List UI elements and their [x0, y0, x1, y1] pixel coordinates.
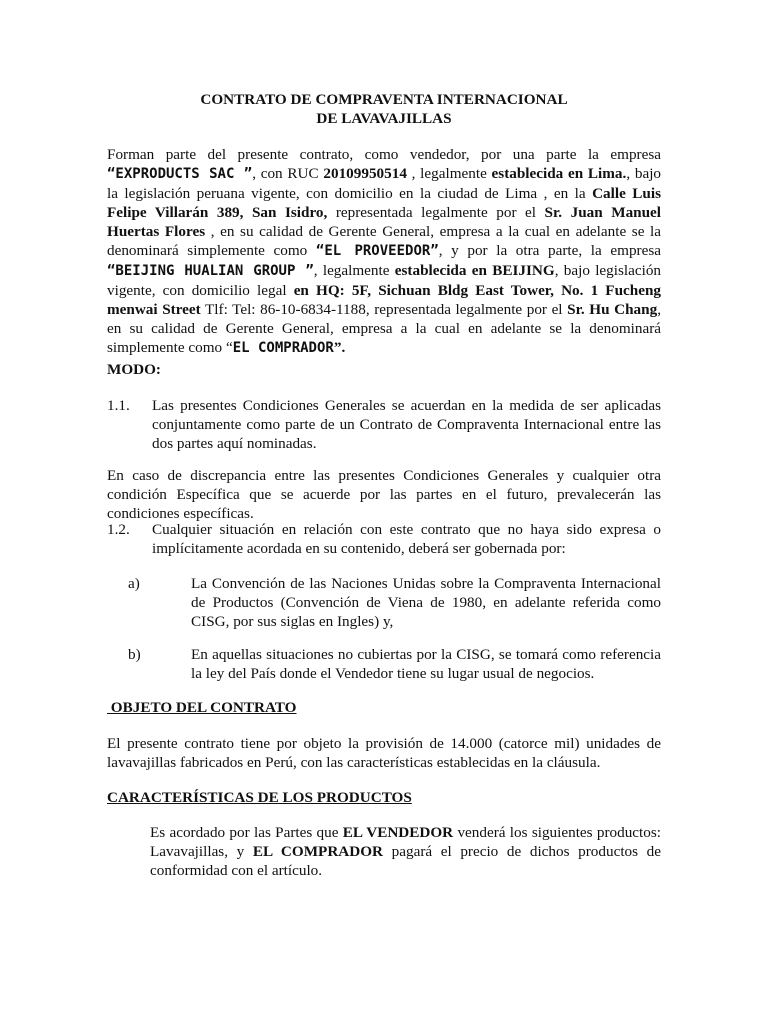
seller-company-name: “EXPRODUCTS SAC ” [107, 166, 253, 182]
intro-paragraph [107, 145, 661, 358]
intro-text: , y por la otra parte, la empresa [438, 242, 661, 259]
list-item-a-text: La Convención de las Naciones Unidas sobre la Compraventa Internacional de Productos (Convención de Viena de 1980, en adelante referida como CISG, por sus siglas en Ingles) y, [191, 575, 661, 630]
title-line-2: DE LAVAVAJILLAS [316, 110, 452, 127]
seller-representative: Sr. Juan Manuel Huertas Flores [107, 204, 662, 240]
intro-text: representada legalmente por el [327, 204, 545, 221]
discrepancy-paragraph: En caso de discrepancia entre las presentes Condiciones Generales y cualquier otra condición Específica que se acuerde por las partes en el futuro, prevalecerán las condiciones específicas. [107, 467, 661, 522]
seller-ruc: 20109950514 [323, 165, 407, 182]
buyer-term: EL COMPRADOR [252, 843, 384, 860]
buyer-company-name: “BEIJING HUALIAN GROUP ” [107, 263, 314, 279]
paragraph-text: pagará el precio de dichos productos de conformidad con el artículo. [150, 843, 662, 879]
list-item-b-text: En aquellas situaciones no cubiertas por la CISG, se tomará como referencia la ley del País donde el Vendedor tiene su lugar usual de negocios. [191, 646, 661, 682]
intro-text: , en su calidad de Gerente General, empresa a la cual en adelante se la denominará simplemente como “ [107, 301, 661, 356]
clause-number: 1.2. [107, 521, 130, 538]
seller-alias: “EL PROVEEDOR” [315, 243, 439, 259]
intro-text: , legalmente [406, 165, 492, 182]
intro-text: , legalmente [313, 262, 395, 279]
buyer-establishment: establecida en BEIJING [394, 262, 555, 279]
objeto-heading: OBJETO DEL CONTRATO [107, 699, 297, 716]
seller-term: EL VENDEDOR [342, 824, 454, 841]
intro-text: ”. [333, 339, 346, 356]
modo-heading: MODO: [107, 361, 161, 378]
document-title [0, 90, 768, 128]
paragraph-text: Es acordado por las Partes que [150, 824, 343, 841]
seller-establishment: establecida en Lima. [491, 165, 627, 182]
intro-text: , bajo legislación vigente, con domicilio legal [107, 262, 662, 299]
intro-text: Forman parte del presente contrato, como vendedor, por una parte la empresa [107, 146, 661, 163]
seller-address: Calle Luis Felipe Villarán 389, San Isidro, [107, 185, 661, 221]
clause-1-1-text: Las presentes Condiciones Generales se acuerdan en la medida de ser aplicadas conjuntamente como parte de un Contrato de Compraventa Internacional entre las dos partes aquí nominadas. [152, 397, 661, 452]
title-line-1: CONTRATO DE COMPRAVENTA INTERNACIONAL [200, 91, 568, 108]
clause-number: 1.1. [107, 397, 130, 414]
paragraph-text: venderá los siguientes productos: Lavavajillas, y [150, 824, 661, 860]
list-label-a: a) [128, 575, 140, 592]
buyer-alias: EL COMPRADOR [232, 340, 334, 356]
buyer-address: en HQ: 5F, Sichuan Bldg East Tower, No. 1 Fucheng menwai Street [107, 282, 661, 318]
buyer-representative: Sr. Hu Chang [567, 301, 658, 318]
objeto-paragraph: El presente contrato tiene por objeto la provisión de 14.000 (catorce mil) unidades de lavavajillas fabricados en Perú, con las características establecidas en la cláusula. [107, 735, 661, 771]
intro-text: , en su calidad de Gerente General, empresa a la cual en adelante se la denominará simplemente como [107, 223, 662, 259]
intro-text: Tlf: Tel: 86-10-6834-1188, representada legalmente por el [200, 301, 568, 318]
intro-text: , bajo la legislación peruana vigente, con domicilio en la ciudad de Lima , en la [107, 165, 662, 202]
clause-1-2-text: Cualquier situación en relación con este contrato que no haya sido expresa o implícitamente acordada en su contenido, deberá ser gobernada por: [152, 521, 661, 557]
caracteristicas-heading: CARACTERÍSTICAS DE LOS PRODUCTOS [107, 789, 412, 806]
intro-text: , con RUC [252, 165, 324, 182]
caracteristicas-paragraph [150, 823, 661, 880]
list-label-b: b) [128, 646, 141, 663]
